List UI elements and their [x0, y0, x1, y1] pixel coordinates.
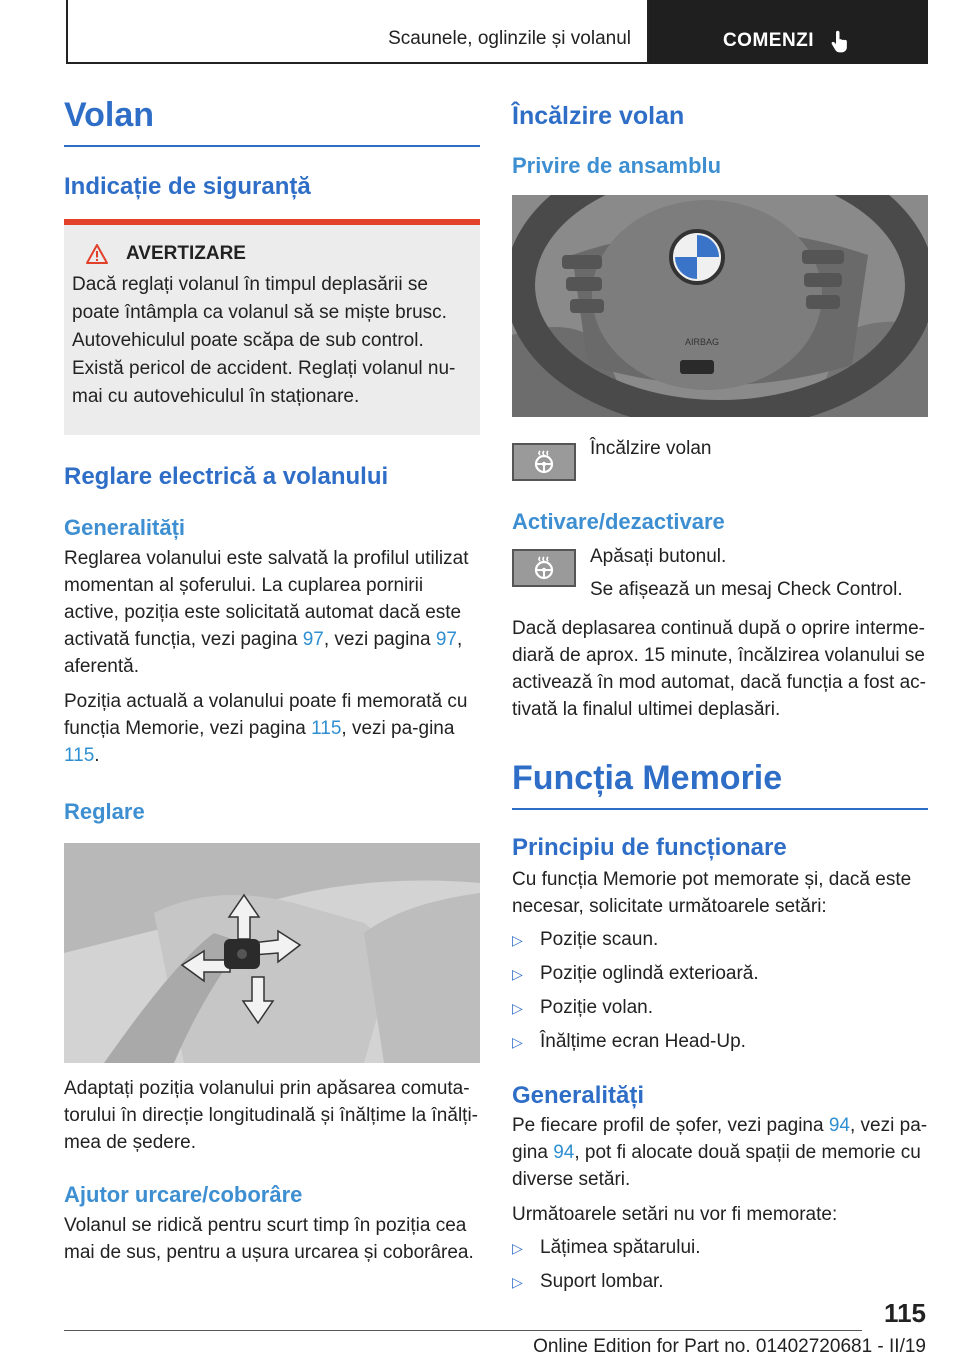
page-header [66, 0, 928, 64]
hand-pointer-icon [828, 28, 854, 54]
electric-adjust-title: Reglare electrică a volanului [64, 463, 389, 490]
list-item: ▷ Suport lombar. [512, 1268, 928, 1296]
list-item: ▷ Poziție oglindă exterioară. [512, 960, 928, 988]
general-title: Generalități [64, 515, 186, 540]
memory-general-text: Pe fiecare profil de șofer, vezi pagina 94, vezi pa-gina 94, pot fi alocate două spații de memorie cu diverse setări. [512, 1115, 928, 1190]
activate-line-2: Se afișează un mesaj Check Control. [590, 579, 903, 600]
heated-steering-wheel-icon [531, 555, 557, 581]
list-item: ▷ Lățimea spătarului. [512, 1234, 928, 1262]
activate-text: Dacă deplasarea continuă după o oprire interme-diară de aprox. 15 minute, încălzirea volanului se activează în mod automat, dacă funcția a fost ac-tivată la finalul ultimei deplasări. [512, 618, 927, 720]
warning-label: AVERTIZARE [126, 243, 246, 264]
triangle-bullet-icon: ▷ [512, 1274, 523, 1290]
triangle-bullet-icon: ▷ [512, 1034, 523, 1050]
not-saved-list [512, 1234, 928, 1296]
principle-text: Cu funcția Memorie pot memorate și, dacă este necesar, solicitate următoarele setări: [512, 869, 912, 917]
page-link[interactable]: 94 [553, 1142, 575, 1163]
list-item: ▷ Poziție scaun. [512, 926, 928, 954]
easy-entry-title: Ajutor urcare/coborâre [64, 1182, 303, 1207]
heat-icon-row [512, 435, 928, 481]
page-link[interactable]: 94 [828, 1115, 850, 1136]
heated-wheel-button[interactable] [512, 443, 576, 481]
right-column [512, 96, 928, 1296]
section-title: Scaunele, oglinzile și volanul [66, 0, 649, 64]
warning-triangle-icon [86, 244, 108, 264]
general-paragraph-1: Reglarea volanului este salvată la profilul utilizat momentan al șoferului. La cuplarea pornirii active, poziția este solicitată automat dacă este activată funcția, vezi pagina 97, vezi pagina 97, aferentă. [64, 548, 469, 677]
chapter-tab[interactable] [649, 0, 928, 64]
memory-general-title: Generalități [512, 1082, 645, 1109]
safety-title: Indicație de siguranță [64, 173, 311, 200]
page-link[interactable]: 97 [435, 629, 457, 650]
not-saved-text: Următoarele setări nu vor fi memorate: [512, 1204, 838, 1225]
steering-wheel-photo [512, 195, 928, 417]
list-item: ▷ Poziție volan. [512, 994, 928, 1022]
principle-title: Principiu de funcționare [512, 834, 787, 861]
activate-title: Activare/dezactivare [512, 509, 725, 534]
page-number: 115 [884, 1298, 926, 1328]
page-link[interactable]: 115 [64, 745, 95, 766]
triangle-bullet-icon: ▷ [512, 1240, 523, 1256]
adjust-text: Adaptați poziția volanului prin apăsarea comuta-torului în direcție longitudinală și înălțime la înălți-mea de ședere. [64, 1078, 478, 1153]
left-column [64, 96, 480, 1266]
section-title-volan: Volan [64, 96, 480, 147]
footer-edition: Online Edition for Part no. 01402720681 - II/19 [533, 1336, 926, 1357]
heated-wheel-title: Încălzire volan [512, 102, 685, 130]
activate-row [512, 543, 928, 603]
triangle-bullet-icon: ▷ [512, 932, 523, 948]
list-item: ▷ Înălțime ecran Head-Up. [512, 1028, 928, 1056]
footer-divider [64, 1330, 862, 1331]
heated-steering-wheel-icon [531, 449, 557, 475]
principle-list [512, 926, 928, 1056]
page-link[interactable]: 115 [311, 718, 342, 739]
easy-entry-text: Volanul se ridică pentru scurt timp în poziția cea mai de sus, pentru a ușura urcarea și coborârea. [64, 1215, 474, 1263]
activate-line-1: Apăsați butonul. [590, 546, 727, 567]
warning-box [64, 219, 480, 435]
triangle-bullet-icon: ▷ [512, 966, 523, 982]
airbag-label: AIRBAG [684, 337, 720, 347]
steering-switch-photo [64, 843, 480, 1063]
memory-title: Funcția Memorie [512, 759, 928, 810]
overview-title: Privire de ansamblu [512, 153, 722, 178]
triangle-bullet-icon: ▷ [512, 1000, 523, 1016]
heated-wheel-button-2[interactable] [512, 549, 576, 587]
adjust-title: Reglare [64, 799, 145, 824]
heat-icon-label: Încălzire volan [590, 438, 712, 459]
general-paragraph-2: Poziția actuală a volanului poate fi memorată cu funcția Memorie, vezi pagina 115, vezi pa-gina 115. [64, 691, 468, 766]
page-link[interactable]: 97 [302, 629, 324, 650]
warning-text: Dacă reglați volanul în timpul deplasării se poate întâmpla ca volanul să se miște brusc. Autovehiculul poate scăpa de sub control. Există pericol de accident. Reglați volanul nu-mai cu autovehiculul în staționare. [72, 274, 456, 407]
chapter-tab-label: COMENZI [722, 30, 815, 51]
